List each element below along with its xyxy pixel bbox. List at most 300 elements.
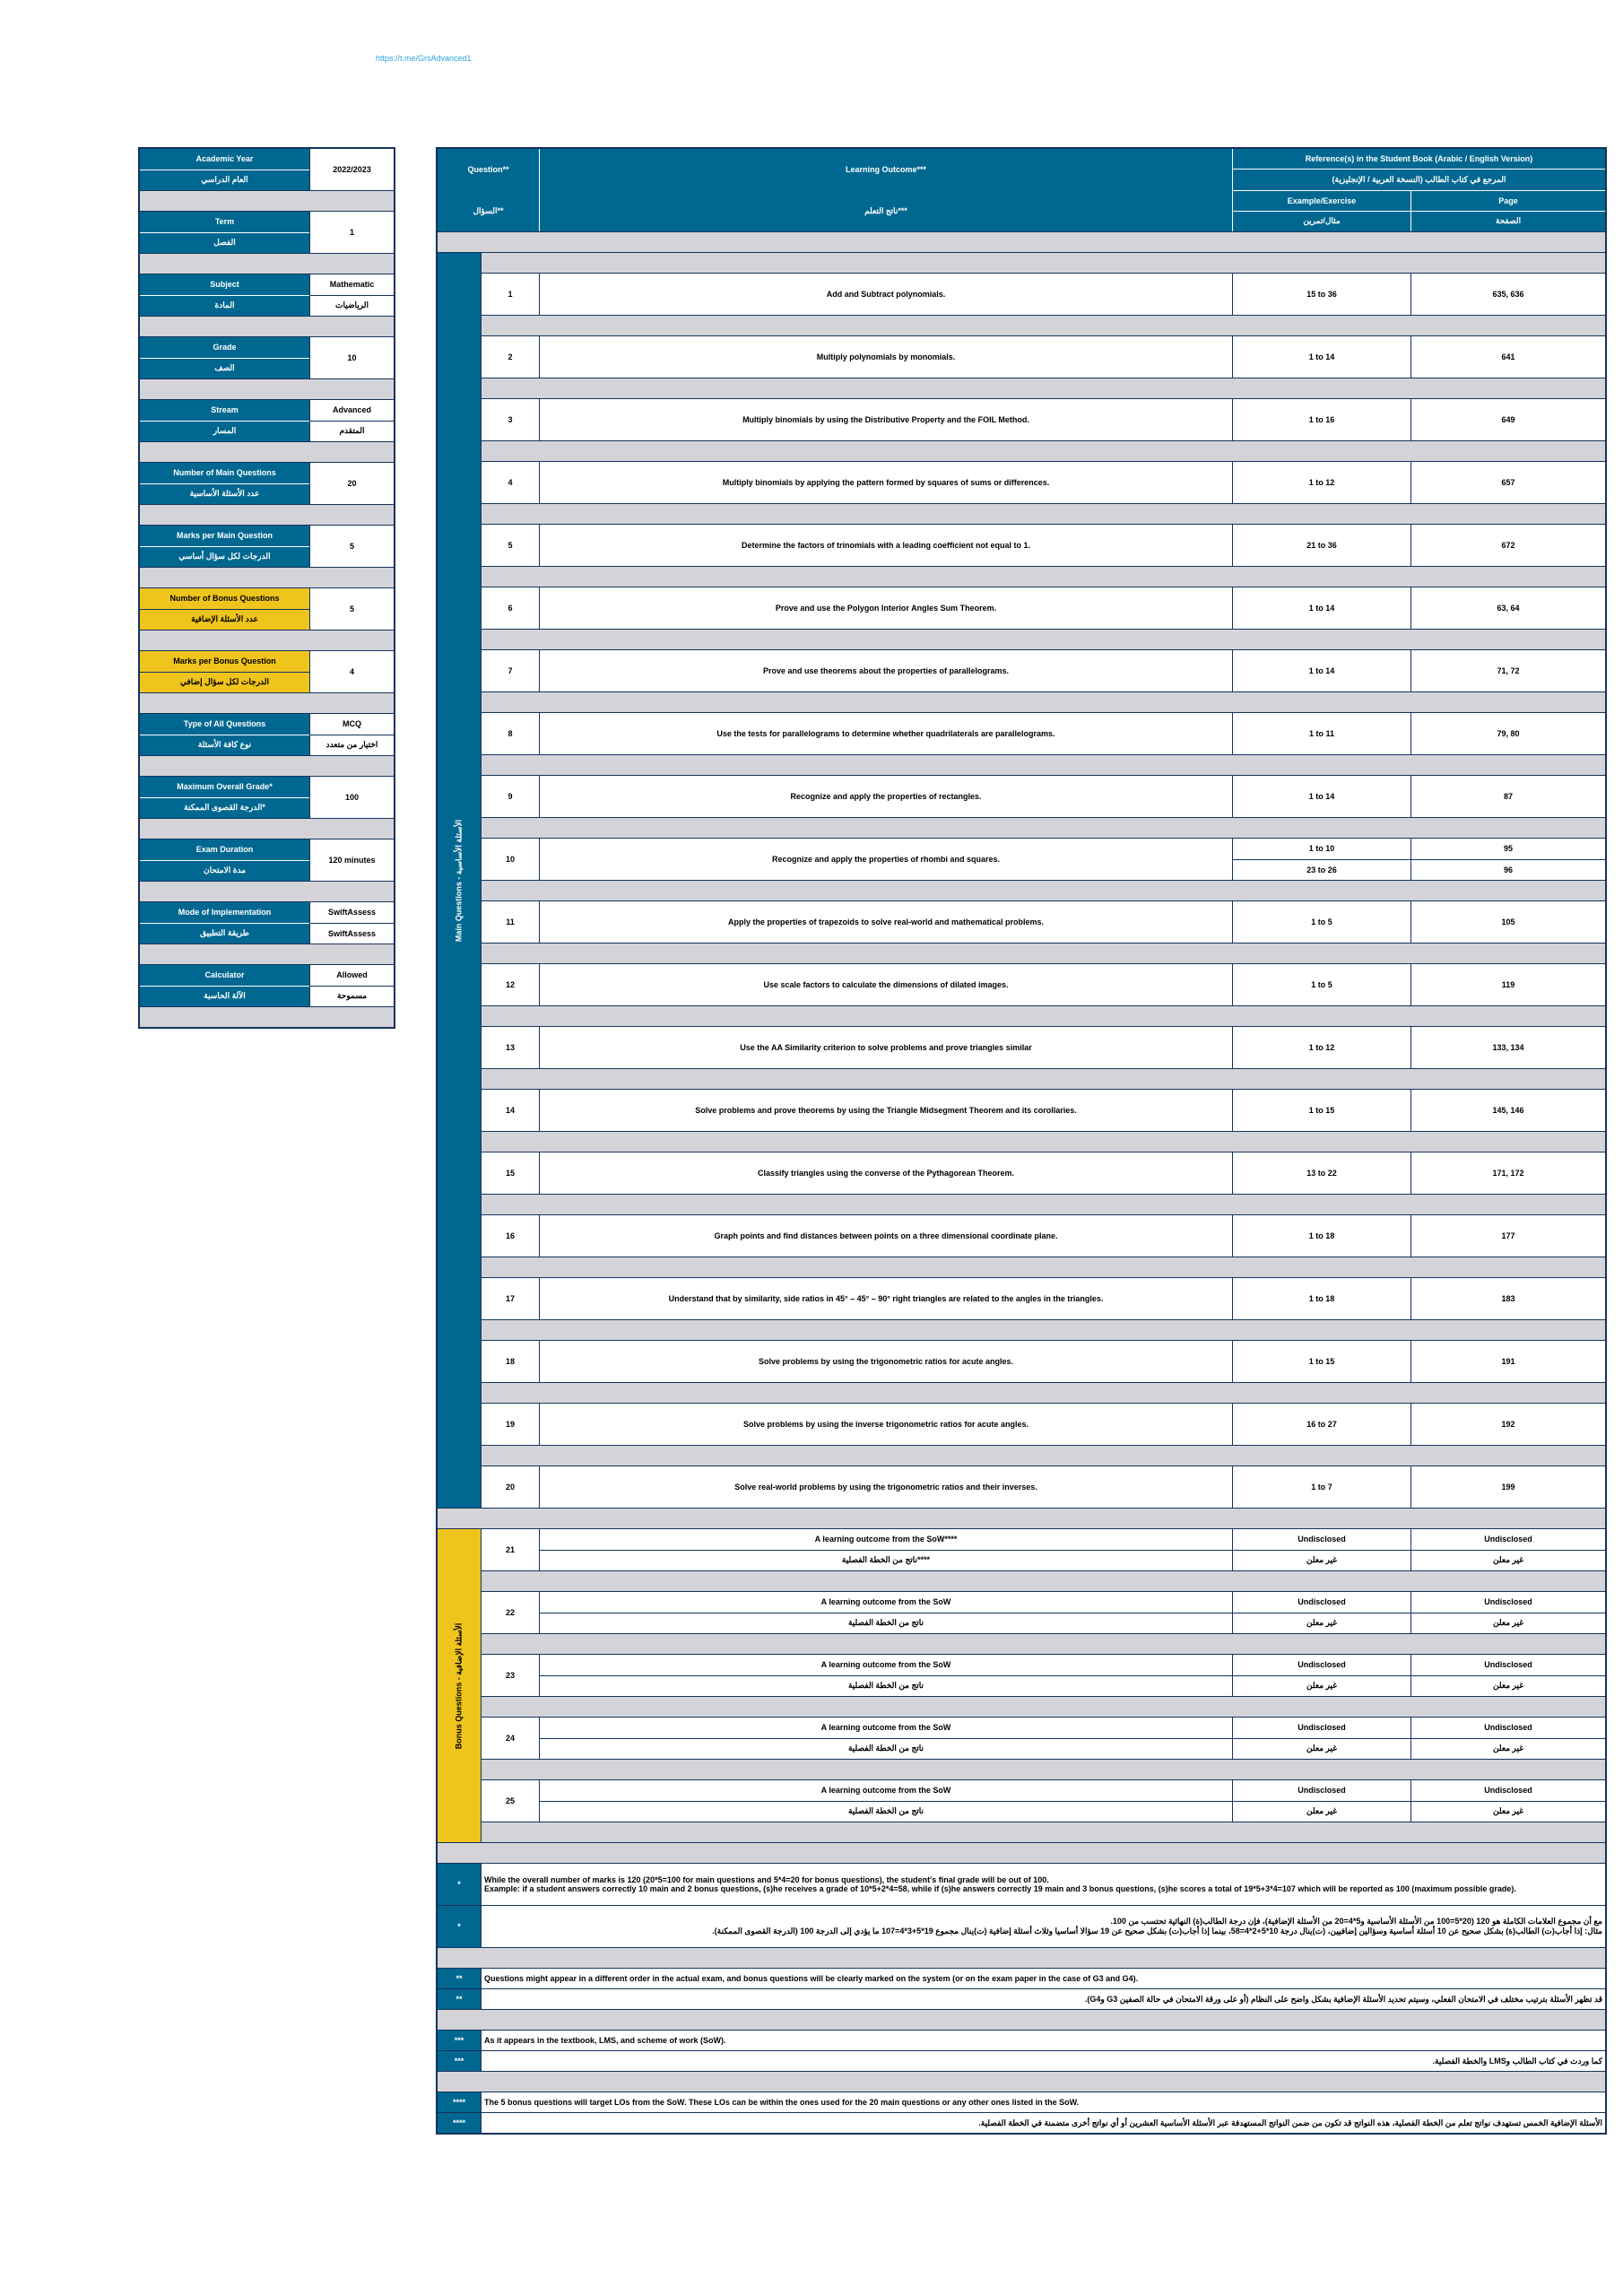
info-label-en: Calculator bbox=[140, 965, 309, 987]
table-row bbox=[482, 901, 1605, 944]
separator bbox=[140, 317, 394, 337]
separator bbox=[482, 630, 1605, 650]
footnote-row bbox=[438, 2031, 1605, 2051]
page-reference bbox=[1411, 1718, 1605, 1759]
header-lo-en: Learning Outcome*** bbox=[845, 165, 927, 174]
question-number: 14 bbox=[482, 1090, 540, 1131]
question-number: 21 bbox=[482, 1529, 540, 1570]
example-exercise: 1 to 12 bbox=[1233, 462, 1411, 503]
info-block bbox=[140, 463, 394, 505]
question-number: 8 bbox=[482, 713, 540, 754]
page-reference: 183 bbox=[1501, 1294, 1515, 1303]
info-value bbox=[310, 463, 394, 504]
info-label bbox=[140, 588, 310, 630]
learning-outcome: Use the tests for parallelograms to determine whether quadrilaterals are parallelograms. bbox=[540, 713, 1233, 754]
page-reference: 87 bbox=[1503, 792, 1513, 801]
info-block bbox=[140, 212, 394, 254]
info-label bbox=[140, 777, 310, 818]
question-number: 20 bbox=[482, 1466, 540, 1508]
exam-info-panel bbox=[138, 147, 395, 1029]
example-value: Undisclosed bbox=[1233, 1529, 1410, 1551]
example-value: Undisclosed bbox=[1233, 1655, 1410, 1676]
question-number: 12 bbox=[482, 964, 540, 1005]
separator bbox=[140, 1007, 394, 1027]
header-reference bbox=[1233, 149, 1605, 231]
info-value-text: 2022/2023 bbox=[333, 165, 371, 174]
footnote-line: قد تظهر الأسئلة بترتيب مختلف في الامتحان الفعلي، وسيتم تحديد الأسئلة الإضافية بشكل واضح على النظام (أو على ورقة الامتحان في حالة الصفين G3 وG4). bbox=[1084, 1994, 1602, 2004]
separator bbox=[482, 1257, 1605, 1278]
info-value-text: 120 minutes bbox=[328, 856, 376, 865]
header-ref-en: Reference(s) in the Student Book (Arabic / English Version) bbox=[1233, 149, 1605, 170]
footnote-mark: ** bbox=[438, 1989, 482, 2009]
notes-section bbox=[438, 1864, 1605, 2133]
question-number: 5 bbox=[482, 525, 540, 566]
info-label-ar: العام الدراسي bbox=[140, 170, 309, 191]
table-row bbox=[482, 336, 1605, 378]
info-label-ar: الآلة الحاسبة bbox=[140, 987, 309, 1007]
footnote-text bbox=[482, 1969, 1605, 1988]
footnote-mark: * bbox=[438, 1864, 482, 1905]
table-row bbox=[482, 399, 1605, 441]
page-reference: 171, 172 bbox=[1492, 1169, 1524, 1178]
info-block bbox=[140, 274, 394, 317]
info-value-text: 5 bbox=[349, 542, 354, 551]
example-value: غير معلن bbox=[1306, 1555, 1337, 1565]
separator bbox=[438, 1509, 1605, 1529]
example-exercise: 1 to 18 bbox=[1233, 1278, 1411, 1319]
separator bbox=[140, 756, 394, 777]
info-value-text: 10 bbox=[347, 353, 357, 362]
footnote-row bbox=[438, 1906, 1605, 1948]
page-value: Undisclosed bbox=[1411, 1592, 1605, 1613]
page-value: غير معلن bbox=[1493, 1806, 1523, 1816]
example-exercise: 1 to 14 bbox=[1233, 776, 1411, 817]
page-value: Undisclosed bbox=[1411, 1718, 1605, 1739]
footnote-line: مع أن مجموع العلامات الكاملة هو 120 (20*5=100 من الأسئلة الأساسية و5*4=20 من الأسئلة الإضافية)، فإن درجة الطالب(ة) النهائية تحتسب من 100. bbox=[1110, 1917, 1602, 1926]
footnote-row bbox=[438, 2051, 1605, 2072]
example-exercise: 15 to 36 bbox=[1233, 274, 1411, 315]
learning-outcome: Multiply binomials by using the Distributive Property and the FOIL Method. bbox=[540, 399, 1233, 440]
footnote-row bbox=[438, 2113, 1605, 2133]
info-value-text: 4 bbox=[349, 667, 354, 676]
info-value bbox=[310, 714, 394, 755]
info-value bbox=[310, 777, 394, 818]
info-label-en: Subject bbox=[140, 274, 309, 296]
separator bbox=[140, 191, 394, 212]
separator bbox=[438, 2072, 1605, 2092]
footnote-mark: * bbox=[438, 1906, 482, 1947]
header-page-en: Page bbox=[1498, 196, 1518, 205]
info-value-text: MCQ bbox=[310, 714, 394, 735]
separator bbox=[140, 442, 394, 463]
info-label-ar: مدة الامتحان bbox=[140, 861, 309, 882]
footnote-row bbox=[438, 2092, 1605, 2113]
example-value: غير معلن bbox=[1306, 1806, 1337, 1816]
page-value: غير معلن bbox=[1493, 1618, 1523, 1628]
page-reference bbox=[1411, 1780, 1605, 1822]
learning-outcome-ar: ناتج من الخطة الفصلية**** bbox=[841, 1555, 931, 1565]
page-reference: 191 bbox=[1501, 1357, 1515, 1366]
separator bbox=[482, 692, 1605, 713]
info-value bbox=[310, 588, 394, 630]
info-label-en: Number of Bonus Questions bbox=[140, 588, 309, 610]
table-row bbox=[482, 274, 1605, 316]
separator bbox=[482, 755, 1605, 776]
info-label-ar: طريقة التطبيق bbox=[140, 924, 309, 944]
separator bbox=[438, 1948, 1605, 1969]
question-number: 7 bbox=[482, 650, 540, 691]
table-row bbox=[482, 1090, 1605, 1132]
learning-outcome bbox=[540, 1780, 1233, 1822]
question-number: 4 bbox=[482, 462, 540, 503]
table-row bbox=[482, 587, 1605, 630]
info-value bbox=[310, 902, 394, 944]
question-number: 3 bbox=[482, 399, 540, 440]
separator bbox=[482, 253, 1605, 274]
info-value bbox=[310, 400, 394, 441]
info-value-text: 100 bbox=[344, 793, 360, 802]
table-row bbox=[482, 1215, 1605, 1257]
separator bbox=[482, 1446, 1605, 1466]
footnote-mark: ** bbox=[438, 1969, 482, 1988]
info-label-en: Academic Year bbox=[140, 149, 309, 170]
learning-outcome: Recognize and apply the properties of rhombi and squares. bbox=[540, 839, 1233, 880]
header-question-ar: السؤال** bbox=[473, 205, 504, 215]
page-reference: 105 bbox=[1501, 918, 1515, 926]
example-exercise bbox=[1233, 1655, 1411, 1696]
question-number: 10 bbox=[482, 839, 540, 880]
example-value: غير معلن bbox=[1306, 1681, 1337, 1691]
footnote-line: As it appears in the textbook, LMS, and scheme of work (SoW). bbox=[484, 2036, 726, 2045]
separator bbox=[482, 1006, 1605, 1027]
separator bbox=[140, 631, 394, 651]
example-exercise: 1 to 14 bbox=[1233, 336, 1411, 378]
info-value-text: Advanced bbox=[310, 400, 394, 422]
question-number: 2 bbox=[482, 336, 540, 378]
example-exercise: 1 to 14 bbox=[1233, 650, 1411, 691]
question-number: 1 bbox=[482, 274, 540, 315]
learning-outcome: Multiply binomials by applying the pattern formed by squares of sums or differences. bbox=[540, 462, 1233, 503]
page-reference: 649 bbox=[1501, 415, 1515, 424]
footnote-line: Example: if a student answers correctly 10 main and 2 bonus questions, (s)he receives a grade of 10*5+2*4=58, while if (s)he answers correctly 19 main and 3 bonus questions, (s)he scores a total of 19*5+3*4=107 which will be reported as 100 (maximum possible grade). bbox=[484, 1884, 1516, 1893]
header-learning-outcome bbox=[540, 149, 1233, 231]
footnote-text bbox=[482, 1864, 1605, 1905]
learning-outcome: Recognize and apply the properties of rectangles. bbox=[540, 776, 1233, 817]
page-reference: 635, 636 bbox=[1492, 290, 1524, 299]
question-number: 6 bbox=[482, 587, 540, 629]
info-label-ar: الفصل bbox=[140, 233, 309, 254]
info-label bbox=[140, 902, 310, 944]
info-value bbox=[310, 274, 394, 316]
learning-outcome: Determine the factors of trinomials with a leading coefficient not equal to 1. bbox=[540, 525, 1233, 566]
example-exercise bbox=[1233, 839, 1411, 880]
separator bbox=[482, 881, 1605, 901]
footnote-text bbox=[482, 1906, 1605, 1947]
table-row bbox=[482, 1466, 1605, 1508]
exam-coverage-table bbox=[436, 147, 1607, 2135]
separator bbox=[482, 944, 1605, 964]
separator bbox=[140, 505, 394, 526]
info-block bbox=[140, 839, 394, 882]
learning-outcome bbox=[540, 1592, 1233, 1633]
learning-outcome-ar: ناتج من الخطة الفصلية bbox=[847, 1618, 924, 1628]
info-block bbox=[140, 337, 394, 379]
question-number: 11 bbox=[482, 901, 540, 943]
info-value bbox=[310, 965, 394, 1006]
telegram-link[interactable]: https://t.me/GrsAdvanced1 bbox=[376, 54, 472, 63]
footnote-line: Questions might appear in a different order in the actual exam, and bonus questions will be clearly marked on the system (or on the exam paper in the case of G3 and G4). bbox=[484, 1974, 1139, 1983]
header-ex-page-en bbox=[1233, 191, 1605, 212]
info-block bbox=[140, 902, 394, 944]
page-reference: 192 bbox=[1501, 1420, 1515, 1429]
info-value bbox=[310, 149, 394, 190]
info-block bbox=[140, 651, 394, 693]
main-questions-section bbox=[438, 253, 1605, 1509]
header-ref-ar: المرجع في كتاب الطالب (النسخة العربية / الإنجليزية) bbox=[1233, 170, 1605, 190]
footnote-line: The 5 bonus questions will target LOs from the SoW. These LOs can be within the ones used for the 20 main questions or any other ones listed in the SoW. bbox=[484, 2098, 1080, 2107]
example-value: غير معلن bbox=[1306, 1618, 1337, 1628]
separator bbox=[140, 254, 394, 274]
page-value: غير معلن bbox=[1493, 1681, 1523, 1691]
footnote-mark: *** bbox=[438, 2051, 482, 2071]
learning-outcome bbox=[540, 1655, 1233, 1696]
learning-outcome-en: A learning outcome from the SoW bbox=[540, 1655, 1232, 1676]
separator bbox=[438, 232, 1605, 253]
info-block bbox=[140, 149, 394, 191]
question-number: 17 bbox=[482, 1278, 540, 1319]
example-value: 1 to 10 bbox=[1233, 839, 1410, 860]
info-value-text: SwiftAssess bbox=[310, 902, 394, 924]
learning-outcome-ar: ناتج من الخطة الفصلية bbox=[847, 1744, 924, 1753]
learning-outcome: Solve real-world problems by using the trigonometric ratios and their inverses. bbox=[540, 1466, 1233, 1508]
footnote-text bbox=[482, 2113, 1605, 2133]
header-example-en: Example/Exercise bbox=[1233, 191, 1411, 211]
separator bbox=[482, 1132, 1605, 1152]
learning-outcome: Solve problems and prove theorems by using the Triangle Midsegment Theorem and its corollaries. bbox=[540, 1090, 1233, 1131]
table-row bbox=[482, 1027, 1605, 1069]
question-number: 22 bbox=[482, 1592, 540, 1633]
page-value: 96 bbox=[1503, 865, 1513, 874]
separator bbox=[140, 944, 394, 965]
header-page-ar: الصفحة bbox=[1495, 216, 1522, 226]
bonus-questions-label: Bonus Questions - الأسئلة الإضافية bbox=[438, 1529, 482, 1842]
learning-outcome: Understand that by similarity, side ratios in 45° – 45° – 90° right triangles are related to the angles in the triangles. bbox=[540, 1278, 1233, 1319]
page-reference: 133, 134 bbox=[1492, 1043, 1524, 1052]
learning-outcome-ar: ناتج من الخطة الفصلية bbox=[847, 1806, 924, 1816]
info-label-en: Maximum Overall Grade* bbox=[140, 777, 309, 798]
footnote-text bbox=[482, 1989, 1605, 2009]
footnote-text bbox=[482, 2092, 1605, 2112]
info-value-text: Allowed bbox=[310, 965, 394, 987]
table-header bbox=[438, 149, 1605, 232]
question-number: 18 bbox=[482, 1341, 540, 1382]
info-block bbox=[140, 965, 394, 1007]
page-value: Undisclosed bbox=[1411, 1780, 1605, 1802]
learning-outcome-en: A learning outcome from the SoW bbox=[540, 1780, 1232, 1802]
separator bbox=[482, 1571, 1605, 1592]
learning-outcome: Classify triangles using the converse of the Pythagorean Theorem. bbox=[540, 1152, 1233, 1194]
question-number: 13 bbox=[482, 1027, 540, 1068]
separator bbox=[438, 2010, 1605, 2031]
info-block bbox=[140, 588, 394, 631]
info-value-text: مسموحة bbox=[336, 991, 368, 1001]
info-value-text: 1 bbox=[349, 228, 354, 237]
info-block bbox=[140, 400, 394, 442]
info-value bbox=[310, 839, 394, 881]
info-label bbox=[140, 400, 310, 441]
table-row bbox=[482, 525, 1605, 567]
question-number: 25 bbox=[482, 1780, 540, 1822]
learning-outcome: Prove and use the Polygon Interior Angles Sum Theorem. bbox=[540, 587, 1233, 629]
page-value: 95 bbox=[1411, 839, 1605, 860]
header-question bbox=[438, 149, 540, 231]
info-label bbox=[140, 149, 310, 190]
example-exercise: 1 to 7 bbox=[1233, 1466, 1411, 1508]
page-reference: 71, 72 bbox=[1497, 666, 1520, 675]
learning-outcome: Add and Subtract polynomials. bbox=[540, 274, 1233, 315]
table-row bbox=[482, 1152, 1605, 1195]
example-exercise: 1 to 14 bbox=[1233, 587, 1411, 629]
info-value bbox=[310, 337, 394, 378]
example-exercise bbox=[1233, 1718, 1411, 1759]
learning-outcome: Apply the properties of trapezoids to solve real-world and mathematical problems. bbox=[540, 901, 1233, 943]
separator bbox=[140, 882, 394, 902]
learning-outcome-en: A learning outcome from the SoW bbox=[540, 1592, 1232, 1613]
example-exercise: 1 to 18 bbox=[1233, 1215, 1411, 1257]
info-label bbox=[140, 526, 310, 567]
footnote-line: While the overall number of marks is 120 (20*5=100 for main questions and 5*4=20 for bonus questions), the student's final grade will be out of 100. bbox=[484, 1875, 1049, 1884]
table-row bbox=[482, 776, 1605, 818]
info-block bbox=[140, 777, 394, 819]
table-row bbox=[482, 1404, 1605, 1446]
page-reference bbox=[1411, 1592, 1605, 1633]
info-value bbox=[310, 651, 394, 692]
page-reference: 63, 64 bbox=[1497, 604, 1520, 613]
info-label bbox=[140, 337, 310, 378]
example-exercise: 1 to 5 bbox=[1233, 901, 1411, 943]
footnote-line: الأسئلة الإضافية الخمس تستهدف نواتج تعلم من الخطة الفصلية، هذه النواتج قد تكون من ضمن النواتج المستهدفة عبر الأسئلة الأساسية العشرين أو أي نواتج أخرى متضمنة في الخطة الفصلية. bbox=[978, 2118, 1602, 2127]
separator bbox=[482, 1697, 1605, 1718]
example-exercise: 1 to 12 bbox=[1233, 1027, 1411, 1068]
table-row bbox=[482, 650, 1605, 692]
footnote-row bbox=[438, 1864, 1605, 1906]
page-value: غير معلن bbox=[1493, 1555, 1523, 1565]
bonus-questions-section bbox=[438, 1529, 1605, 1843]
example-value: Undisclosed bbox=[1233, 1780, 1410, 1802]
question-number: 16 bbox=[482, 1215, 540, 1257]
footnote-line: مثال: إذا أجاب(ت) الطالب(ة) بشكل صحيح عن 10 أسئلة أساسية وسؤالين إضافيين، (ت)ينال درجة 10*5+2*4=58، بينما إذا أجاب(ت) بشكل صحيح عن 19 سؤالا أساسيا وثلاث أسئلة إضافية (ت)ينال مجموع 19*5+3*4=107 ما يؤدي إلى الدرجة 100 (الدرجة القصوى الممكنة). bbox=[712, 1926, 1602, 1935]
separator bbox=[482, 1195, 1605, 1215]
info-label bbox=[140, 274, 310, 316]
table-row bbox=[482, 1780, 1605, 1822]
learning-outcome-en: A learning outcome from the SoW**** bbox=[540, 1529, 1232, 1551]
footnote-row bbox=[438, 1969, 1605, 1989]
page-value: غير معلن bbox=[1493, 1744, 1523, 1753]
info-label-en: Mode of Implementation bbox=[140, 902, 309, 924]
learning-outcome: Graph points and find distances between points on a three dimensional coordinate plane. bbox=[540, 1215, 1233, 1257]
example-exercise bbox=[1233, 1780, 1411, 1822]
example-value: غير معلن bbox=[1306, 1744, 1337, 1753]
table-row bbox=[482, 1529, 1605, 1571]
question-number: 9 bbox=[482, 776, 540, 817]
page-reference: 672 bbox=[1501, 541, 1515, 550]
question-number: 24 bbox=[482, 1718, 540, 1759]
separator bbox=[140, 568, 394, 588]
table-row bbox=[482, 839, 1605, 881]
separator bbox=[482, 1760, 1605, 1780]
learning-outcome bbox=[540, 1718, 1233, 1759]
info-label-en: Term bbox=[140, 212, 309, 233]
learning-outcome-en: A learning outcome from the SoW bbox=[540, 1718, 1232, 1739]
example-exercise bbox=[1233, 1529, 1411, 1570]
info-block bbox=[140, 526, 394, 568]
learning-outcome: Prove and use theorems about the properties of parallelograms. bbox=[540, 650, 1233, 691]
main-questions-label: Main Questions - الأسئلة الأساسية bbox=[438, 253, 482, 1508]
header-example-ar: مثال/تمرين bbox=[1233, 212, 1411, 231]
info-label-ar: الدرجات لكل سؤال أساسي bbox=[140, 547, 309, 568]
example-exercise: 21 to 36 bbox=[1233, 525, 1411, 566]
info-value-text: 5 bbox=[349, 604, 354, 613]
info-label-en: Marks per Bonus Question bbox=[140, 651, 309, 673]
learning-outcome: Use scale factors to calculate the dimensions of dilated images. bbox=[540, 964, 1233, 1005]
info-label bbox=[140, 651, 310, 692]
info-label bbox=[140, 212, 310, 253]
info-label-ar: الدرجة القصوى الممكنة* bbox=[140, 798, 309, 819]
learning-outcome: Solve problems by using the trigonometric ratios for acute angles. bbox=[540, 1341, 1233, 1382]
question-number: 19 bbox=[482, 1404, 540, 1445]
separator bbox=[482, 441, 1605, 462]
page-value: Undisclosed bbox=[1411, 1655, 1605, 1676]
info-label-en: Number of Main Questions bbox=[140, 463, 309, 484]
separator bbox=[140, 819, 394, 839]
separator bbox=[482, 1383, 1605, 1404]
info-label-en: Marks per Main Question bbox=[140, 526, 309, 547]
page-reference bbox=[1411, 839, 1605, 880]
footnote-mark: *** bbox=[438, 2031, 482, 2050]
info-label-en: Stream bbox=[140, 400, 309, 422]
table-row bbox=[482, 964, 1605, 1006]
footnote-text bbox=[482, 2031, 1605, 2050]
learning-outcome: Solve problems by using the inverse trigonometric ratios for acute angles. bbox=[540, 1404, 1233, 1445]
page-reference: 119 bbox=[1501, 980, 1515, 989]
question-number: 23 bbox=[482, 1655, 540, 1696]
page-reference bbox=[1411, 1529, 1605, 1570]
info-label-ar: الصف bbox=[140, 359, 309, 379]
info-label bbox=[140, 463, 310, 504]
info-block bbox=[140, 714, 394, 756]
example-exercise bbox=[1233, 1592, 1411, 1633]
info-label-ar: المسار bbox=[140, 422, 309, 442]
header-question-en: Question** bbox=[467, 165, 509, 174]
table-row bbox=[482, 1655, 1605, 1697]
page-reference: 657 bbox=[1501, 478, 1515, 487]
separator bbox=[140, 693, 394, 714]
learning-outcome-ar: ناتج من الخطة الفصلية bbox=[847, 1681, 924, 1691]
separator bbox=[482, 504, 1605, 525]
info-label bbox=[140, 965, 310, 1006]
info-label-ar: المادة bbox=[140, 296, 309, 317]
table-row bbox=[482, 462, 1605, 504]
info-label-en: Exam Duration bbox=[140, 839, 309, 861]
info-label bbox=[140, 714, 310, 755]
example-exercise: 1 to 11 bbox=[1233, 713, 1411, 754]
info-value-text: SwiftAssess bbox=[327, 928, 377, 938]
page-reference bbox=[1411, 1655, 1605, 1696]
separator bbox=[482, 1822, 1605, 1842]
footnote-row bbox=[438, 1989, 1605, 2010]
info-value-text: 20 bbox=[347, 479, 357, 488]
example-exercise: 1 to 15 bbox=[1233, 1341, 1411, 1382]
